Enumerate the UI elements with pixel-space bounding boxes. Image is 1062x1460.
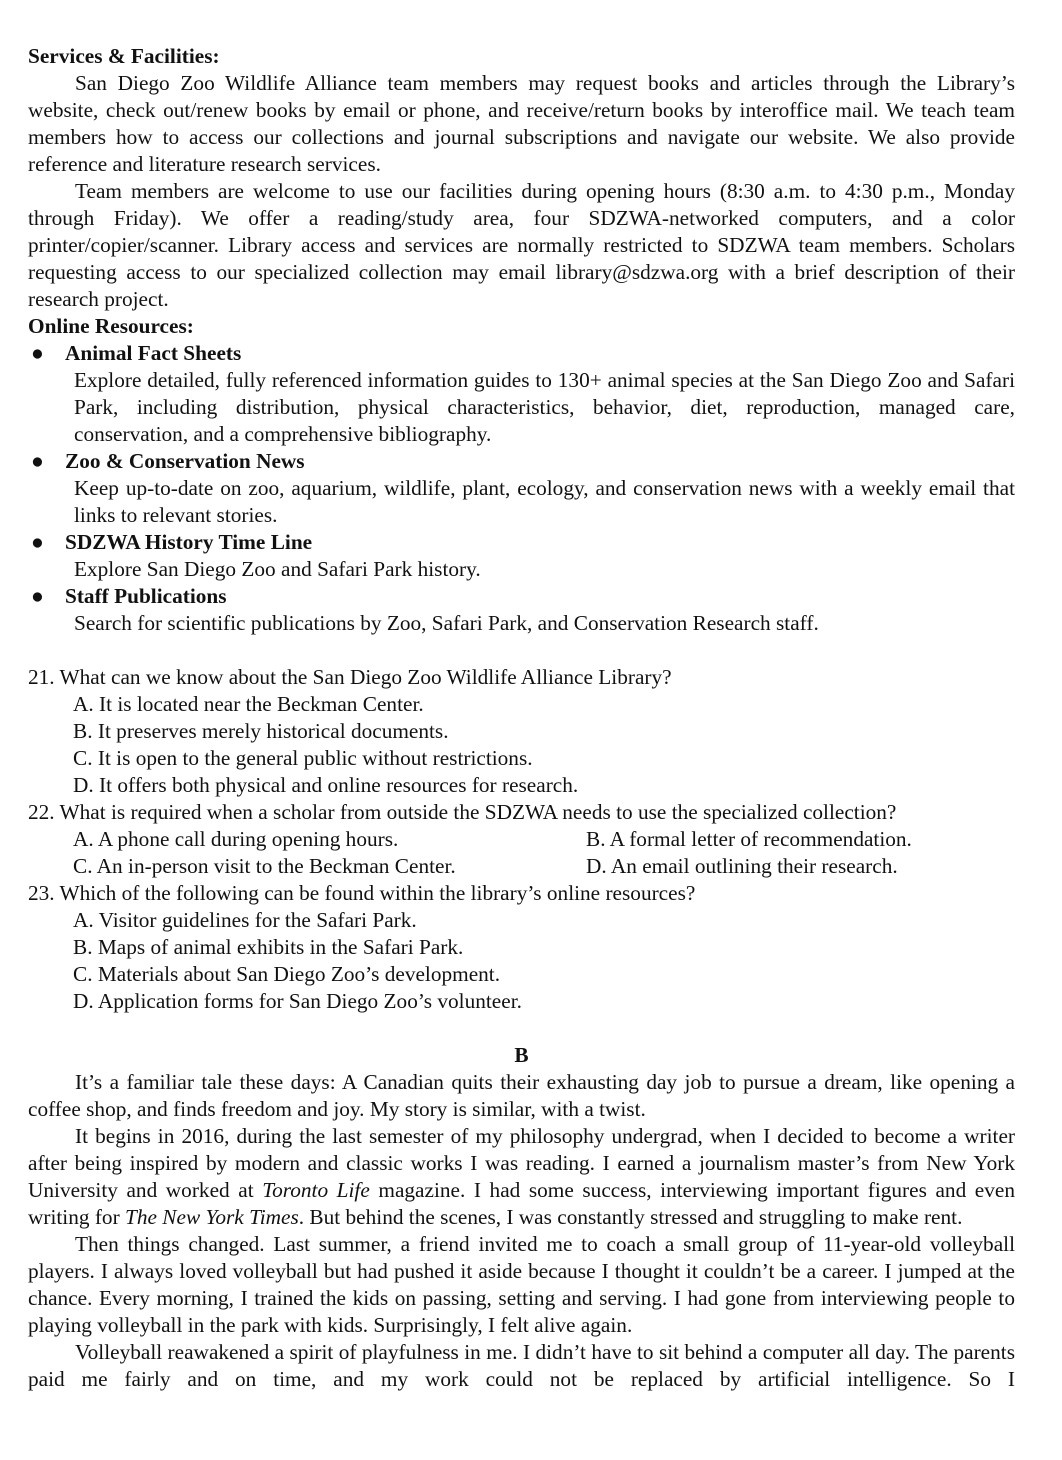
resource-title: Animal Fact Sheets [65, 341, 242, 365]
question-text: 21. What can we know about the San Diego Zoo Wildlife Alliance Library? [28, 665, 672, 689]
bullet-icon: ● [31, 530, 44, 554]
option-c: C. It is open to the general public without restrictions. [73, 746, 533, 770]
services-heading: Services & Facilities: [28, 44, 220, 68]
option-d: D. An email outlining their research. [586, 854, 898, 878]
question-22 [28, 799, 1015, 880]
text: magazine. I had some success, interviewing important figures and even writing for [28, 1178, 1015, 1229]
resource-title: Zoo & Conservation News [65, 449, 305, 473]
passage-paragraph-2 [28, 1123, 1015, 1231]
option-b: B. A formal letter of recommendation. [586, 827, 912, 851]
resource-body: Explore San Diego Zoo and Safari Park history. [74, 557, 481, 581]
resource-item [28, 583, 1015, 637]
bullet-icon: ● [31, 341, 44, 365]
option-b: B. Maps of animal exhibits in the Safari Park. [73, 935, 464, 959]
passage-paragraph-4: Volleyball reawakened a spirit of playfulness in me. I didn’t have to sit behind a computer all day. The parents paid me fairly and on time, and my work could not be replaced by artificial intelligence. So I [28, 1340, 1015, 1391]
option-a: A. Visitor guidelines for the Safari Park. [73, 908, 417, 932]
resource-body: Search for scientific publications by Zoo, Safari Park, and Conservation Research staff. [74, 611, 819, 635]
resource-item [28, 448, 1015, 529]
services-paragraph-1: San Diego Zoo Wildlife Alliance team members may request books and articles through the Library’s website, check out/renew books by email or phone, and receive/return books by interoffice mail. We teach team members how to access our collections and journal subscriptions and navigate our website. We also provide reference and literature research services. [28, 71, 1015, 176]
option-a: A. A phone call during opening hours. [73, 827, 399, 851]
text: . But behind the scenes, I was constantly stressed and struggling to make rent. [298, 1205, 963, 1229]
resource-item [28, 340, 1015, 448]
option-c: C. An in-person visit to the Beckman Center. [73, 854, 456, 878]
question-text: 23. Which of the following can be found within the library’s online resources? [28, 881, 696, 905]
resource-title: SDZWA History Time Line [65, 530, 313, 554]
resource-body: Keep up-to-date on zoo, aquarium, wildlife, plant, ecology, and conservation news with a weekly email that links to relevant stories. [74, 476, 1015, 527]
bullet-icon: ● [31, 584, 44, 608]
passage-label: B [514, 1043, 529, 1067]
option-d: D. Application forms for San Diego Zoo’s volunteer. [73, 989, 522, 1013]
passage-paragraph-3: Then things changed. Last summer, a friend invited me to coach a small group of 11-year-old volleyball players. I always loved volleyball but had pushed it aside because I thought it couldn’t be a career. I jumped at the chance. Every morning, I trained the kids on passing, setting and serving. I had gone from interviewing people to playing volleyball in the park with kids. Surprisingly, I felt alive again. [28, 1232, 1015, 1337]
resource-body: Explore detailed, fully referenced information guides to 130+ animal species at the San Diego Zoo and Safari Park, including distribution, physical characteristics, behavior, diet, reproduction, managed care, conservation, and a comprehensive bibliography. [74, 368, 1015, 446]
resource-title: Staff Publications [65, 584, 227, 608]
bullet-icon: ● [31, 449, 44, 473]
option-c: C. Materials about San Diego Zoo’s development. [73, 962, 501, 986]
question-23 [28, 880, 1015, 1015]
text: It begins in 2016, during the last semester of my philosophy undergrad, when I decided to become a writer after being inspired by modern and classic works I was reading. I earned a journalism master’s from New York University and worked at [28, 1124, 1015, 1202]
question-21 [28, 664, 1015, 799]
magazine-title: Toronto Life [262, 1178, 370, 1202]
question-text: 22. What is required when a scholar from outside the SDZWA needs to use the specialized collection? [28, 800, 897, 824]
option-a: A. It is located near the Beckman Center. [73, 692, 424, 716]
option-b: B. It preserves merely historical documents. [73, 719, 449, 743]
newspaper-title: The New York Times [125, 1205, 299, 1229]
option-d: D. It offers both physical and online resources for research. [73, 773, 579, 797]
document-page [28, 43, 1015, 1393]
resource-item [28, 529, 1015, 583]
online-resources-heading: Online Resources: [28, 314, 194, 338]
services-paragraph-2: Team members are welcome to use our facilities during opening hours (8:30 a.m. to 4:30 p.m., Monday through Friday). We offer a reading/study area, four SDZWA-networked computers, and a color printer/copier/scanner. Library access and services are normally restricted to SDZWA team members. Scholars requesting access to our specialized collection may email library@sdzwa.org with a brief description of their research project. [28, 179, 1015, 311]
passage-paragraph-1: It’s a familiar tale these days: A Canadian quits their exhausting day job to pursue a dream, like opening a coffee shop, and finds freedom and joy. My story is similar, with a twist. [28, 1070, 1015, 1121]
